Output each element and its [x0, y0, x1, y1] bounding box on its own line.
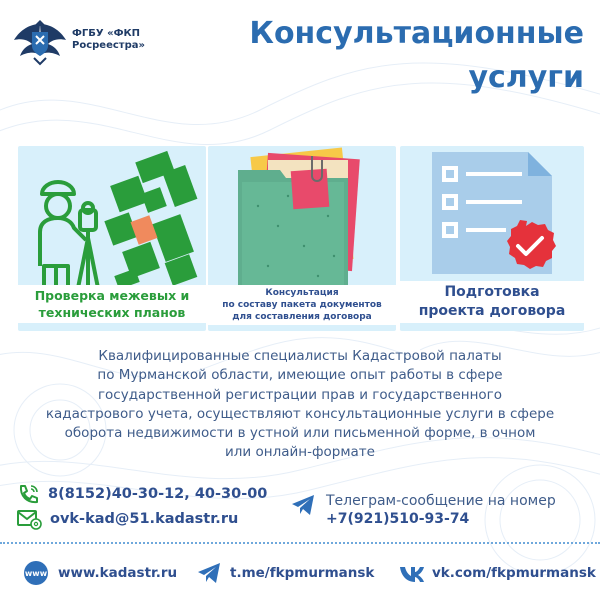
telegram-icon — [196, 560, 222, 586]
footer-vk-text[interactable]: vk.com/fkpmurmansk — [432, 565, 596, 581]
description-paragraph — [30, 347, 570, 463]
telegram-contact[interactable] — [290, 492, 556, 529]
page-title — [249, 12, 584, 100]
www-icon — [22, 560, 50, 586]
org-name-line1: ФГБУ «ФКП — [72, 28, 141, 39]
card-caption — [208, 285, 396, 325]
card-caption-line2: технических планов — [38, 305, 186, 320]
card-caption-line2: по составу пакета документов — [222, 300, 382, 310]
footer-website-link[interactable] — [22, 560, 177, 586]
phone-contact[interactable] — [16, 483, 267, 505]
www-icon-text: www — [24, 569, 48, 578]
card-caption — [400, 281, 584, 323]
emblem-icon — [10, 10, 70, 70]
org-name-line2: Росреестра» — [72, 40, 145, 51]
footer-telegram-link[interactable] — [196, 560, 374, 586]
page-title-line2: услуги — [468, 60, 584, 95]
telegram-label: Телеграм-сообщение на номер — [326, 493, 556, 509]
card-caption-line1: Проверка межевых и — [34, 288, 190, 303]
description-line: по Мурманской области, имеющие опыт работы в сфере — [97, 367, 503, 384]
footer-website-text[interactable]: www.kadastr.ru — [58, 565, 178, 581]
description-line: или онлайн-формате — [225, 444, 375, 461]
phone-number[interactable]: 8(8152)40-30-12, 40-30-00 — [48, 486, 268, 502]
card-caption-line1: Подготовка — [444, 284, 540, 300]
email-contact[interactable] — [16, 508, 238, 530]
description-line: кадастрового учета, осуществляют консультационные услуги в сфере — [45, 405, 555, 422]
footer-telegram-text[interactable]: t.me/fkpmurmansk — [230, 565, 375, 581]
footer — [0, 560, 600, 590]
card-caption-line1: Консультация — [265, 288, 339, 298]
telegram-number[interactable]: +7(921)510-93-74 — [326, 511, 470, 527]
phone-icon — [16, 483, 40, 505]
vk-icon — [398, 560, 424, 586]
card-caption-line2: проекта договора — [418, 303, 566, 319]
description-line: Квалифицированные специалисты Кадастровой палаты — [98, 348, 502, 364]
email-address[interactable]: ovk-kad@51.kadastr.ru — [50, 511, 239, 527]
service-card-plan-check — [18, 146, 206, 331]
service-card-contract — [400, 146, 584, 331]
card-caption — [18, 285, 206, 323]
divider — [0, 542, 600, 544]
telegram-icon — [290, 492, 316, 518]
description-line: государственной регистрации прав и государственного — [97, 386, 503, 403]
card-caption-line3: для составления договора — [232, 312, 372, 322]
page-title-line1: Консультационные — [249, 16, 584, 51]
logo — [10, 10, 170, 70]
service-card-consultation — [208, 146, 396, 331]
org-name — [72, 28, 145, 52]
email-icon — [16, 508, 42, 530]
description-line: оборота недвижимости в устной или письменной форме, в очном — [64, 425, 536, 442]
footer-vk-link[interactable] — [398, 560, 596, 586]
